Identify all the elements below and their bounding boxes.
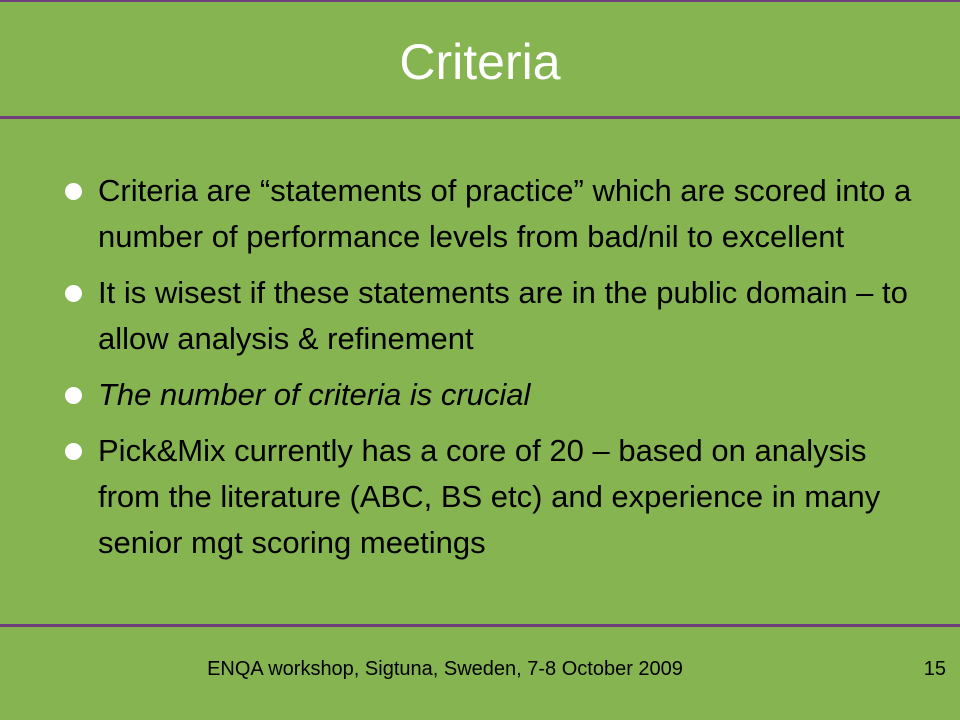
bullet-text: It is wisest if these statements are in the public domain – to allow analysis & refinement xyxy=(98,275,908,356)
bullet-dot-icon xyxy=(65,285,82,302)
bullet-dot-icon xyxy=(65,183,82,200)
bullet-item-public-domain xyxy=(62,270,912,362)
bullet-item-pick-mix-core xyxy=(62,428,912,566)
bullet-list xyxy=(62,168,912,576)
bullet-dot-icon xyxy=(65,387,82,404)
bullet-item-criteria-definition xyxy=(62,168,912,260)
title-divider xyxy=(0,116,960,119)
footer-divider xyxy=(0,624,960,627)
footer-caption: ENQA workshop, Sigtuna, Sweden, 7-8 October 2009 xyxy=(207,658,683,680)
bullet-text: The number of criteria is crucial xyxy=(98,377,531,412)
bullet-text: Criteria are “statements of practice” which are scored into a number of performance levels from bad/nil to excellent xyxy=(98,173,912,254)
bullet-item-number-crucial xyxy=(62,372,912,418)
bullet-dot-icon xyxy=(65,443,82,460)
top-border-line xyxy=(0,0,960,2)
page-number: 15 xyxy=(923,658,946,680)
slide-title: Criteria xyxy=(399,34,561,90)
bullet-text: Pick&Mix currently has a core of 20 – based on analysis from the literature (ABC, BS etc) and experience in many senior mgt scoring meetings xyxy=(98,433,881,560)
